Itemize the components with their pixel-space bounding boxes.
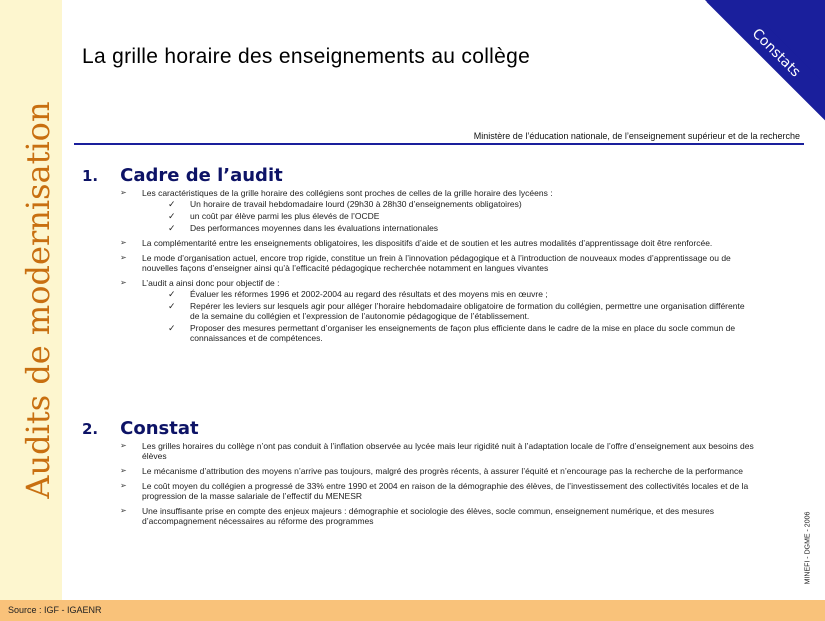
list-item: ➢ Les grilles horaires du collège n’ont pas conduit à l’inflation observée au lycée mais leur rigidité nuit à l’adaptation locale de l’offre d’enseignement aux besoins des élèves xyxy=(142,441,762,461)
page-title: La grille horaire des enseignements au collège xyxy=(82,45,531,68)
list-item: ➢ Une insuffisante prise en compte des enjeux majeurs : démographie et sociologie des élèves, socle commun, enseignement numérique, et des mesures d’accompagnement nécessaires au réforme des programmes xyxy=(142,506,762,526)
sub-item: ✓ un coût par élève parmi les plus élevés de l’OCDE xyxy=(190,211,750,221)
section-constat xyxy=(82,418,762,531)
sub-list xyxy=(142,199,762,233)
sub-item: ✓ Des performances moyennes dans les évaluations internationales xyxy=(190,223,750,233)
section-cadre xyxy=(82,165,762,348)
source-caption: Source : IGF - IGAENR xyxy=(8,605,102,615)
sub-item: ✓ Évaluer les réformes 1996 et 2002-2004 au regard des résultats et des moyens mis en œuvre ; xyxy=(190,289,750,299)
sub-item: ✓ Repérer les leviers sur lesquels agir pour alléger l’horaire hebdomadaire obligatoire de formation du collégien, permettre une organisation différente de la semaine du collégien et l’expression de l’autonomie pédagogique de l’établissement. xyxy=(190,301,750,321)
sub-item: ✓ Un horaire de travail hebdomadaire lourd (29h30 à 28h30 d’enseignements obligatoires) xyxy=(190,199,750,209)
list-item-text: L’audit a ainsi donc pour objectif de : xyxy=(142,278,280,288)
sub-list xyxy=(142,289,762,343)
side-title: Audits de modernisation xyxy=(19,101,57,499)
bullet-list xyxy=(82,441,762,526)
header-rule xyxy=(74,143,804,145)
section-number: 2. xyxy=(82,420,99,438)
list-item xyxy=(142,278,762,343)
bullet-list xyxy=(82,188,762,343)
side-band xyxy=(0,0,62,600)
footer-bar xyxy=(0,600,825,621)
list-item: ➢ Le mode d’organisation actuel, encore trop rigide, constitue un frein à l’innovation pédagogique et à l’introduction de nouveaux modes d’apprentissage ou de nouvelles façons d’enseigner ainsi qu’à l’efficacité pédagogique recherchée notamment en langues vivantes xyxy=(142,253,762,273)
reference-code: MINEFI - DGME - 2006 xyxy=(804,511,812,585)
list-item: ➢ La complémentarité entre les enseignements obligatoires, les dispositifs d’aide et de soutien et les autres modalités d’apprentissage doit être renforcée. xyxy=(142,238,762,248)
list-item: ➢ Le coût moyen du collégien a progressé de 33% entre 1990 et 2004 en raison de la démographie des élèves, de l’investissement des collectivités locales et de la progression de la masse salariale de l’effectif du MENESR xyxy=(142,481,762,501)
corner-label: Constats xyxy=(707,0,825,122)
sub-item: ✓ Proposer des mesures permettant d’organiser les enseignements de façon plus efficiente dans le cadre de la mise en place du socle commun de connaissances et de compétences. xyxy=(190,323,750,343)
section-title: Cadre de l’audit xyxy=(120,165,283,186)
list-item-text: Les caractéristiques de la grille horaire des collégiens sont proches de celles de la grille horaire des lycéens : xyxy=(142,188,553,198)
ministry-caption: Ministère de l’éducation nationale, de l’enseignement supérieur et de la recherche xyxy=(473,131,800,141)
section-title: Constat xyxy=(120,418,199,439)
section-heading xyxy=(82,418,762,439)
section-heading xyxy=(82,165,762,186)
list-item xyxy=(142,188,762,233)
list-item: ➢ Le mécanisme d’attribution des moyens n’arrive pas toujours, malgré des progrès récents, à assurer l’équité et n’encourage pas la recherche de la performance xyxy=(142,466,762,476)
section-number: 1. xyxy=(82,167,99,185)
